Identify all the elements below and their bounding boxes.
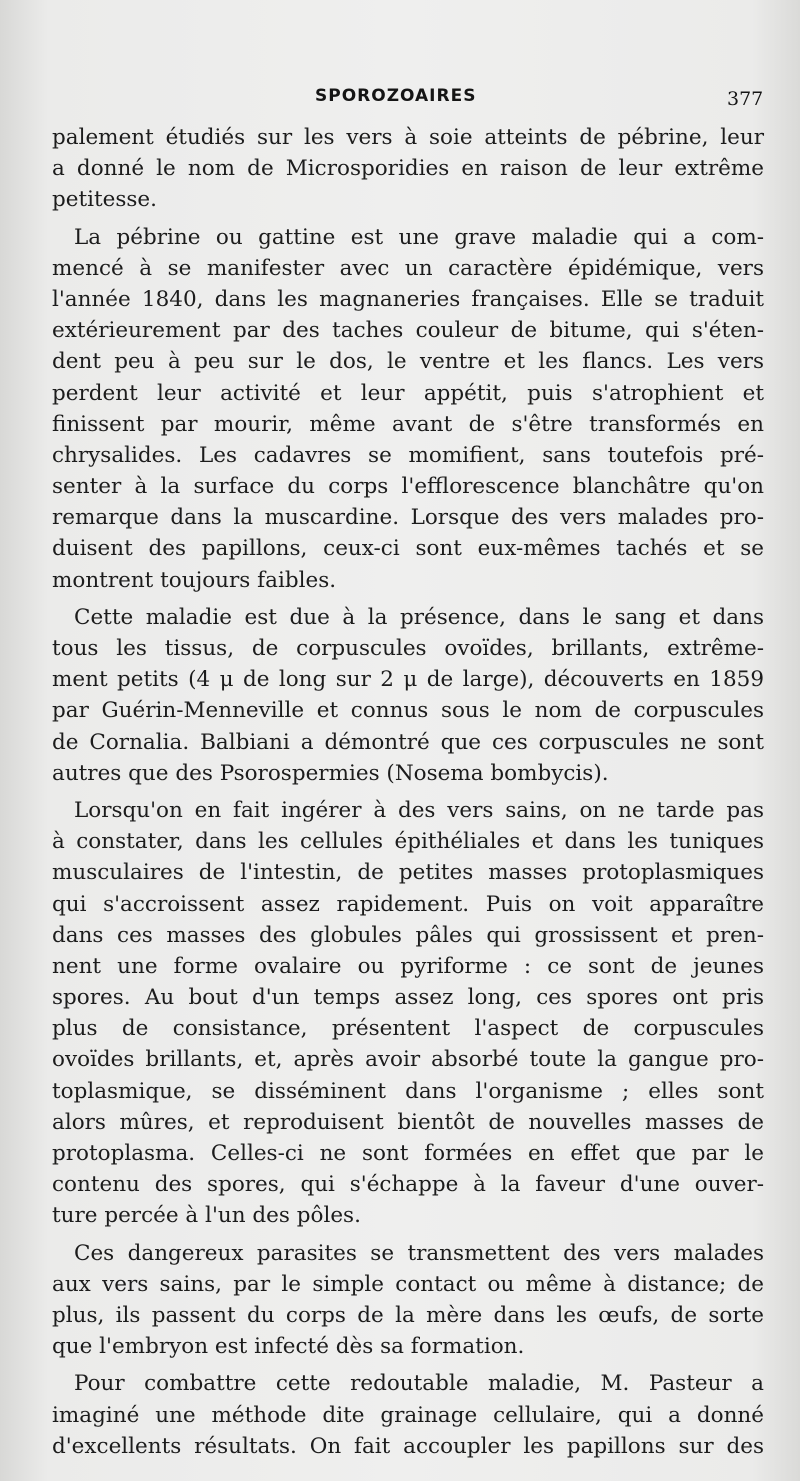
text-line: à constater, dans les cellules épithéliales et dans les tuniques bbox=[52, 829, 764, 855]
text-line: plus, ils passent du corps de la mère dans les œufs, de sorte bbox=[52, 1302, 764, 1328]
paragraph bbox=[52, 795, 764, 1232]
text-line: musculaires de l'intestin, de petites masses protoplasmiques bbox=[52, 860, 764, 886]
text-line: finissent par mourir, même avant de s'être transformés en bbox=[52, 411, 764, 437]
text-line: dent peu à peu sur le dos, le ventre et les flancs. Les vers bbox=[52, 349, 764, 375]
text-line: spores. Au bout d'un temps assez long, ces spores ont pris bbox=[52, 985, 764, 1011]
text-line: alors mûres, et reproduisent bientôt de nouvelles masses de bbox=[52, 1109, 764, 1135]
body-text bbox=[52, 122, 764, 1462]
text-line: imaginé une méthode dite grainage cellulaire, qui a donné bbox=[52, 1402, 764, 1428]
text-line: contenu des spores, qui s'échappe à la faveur d'une ouver- bbox=[52, 1172, 764, 1198]
text-line: a donné le nom de Microsporidies en raison de leur extrême bbox=[52, 156, 764, 182]
text-line: mencé à se manifester avec un caractère épidémique, vers bbox=[52, 255, 764, 281]
text-line: chrysalides. Les cadavres se momifient, sans toutefois pré- bbox=[52, 442, 764, 468]
page-header bbox=[0, 86, 800, 116]
text-line: palement étudiés sur les vers à soie atteints de pébrine, leur bbox=[52, 125, 764, 150]
text-line: Ces dangereux parasites se transmettent des vers malades bbox=[74, 1240, 764, 1266]
text-line: extérieurement par des taches couleur de bitume, qui s'éten- bbox=[52, 318, 764, 344]
text-line: protoplasma. Celles-ci ne sont formées en effet que par le bbox=[52, 1141, 764, 1166]
text-line: de Cornalia. Balbiani a démontré que ces corpuscules ne sont bbox=[52, 729, 764, 755]
text-line: nent une forme ovalaire ou pyriforme : ce sont de jeunes bbox=[52, 953, 764, 979]
text-line: l'année 1840, dans les magnaneries françaises. Elle se traduit bbox=[52, 286, 764, 312]
text-line: aux vers sains, par le simple contact ou même à distance; de bbox=[52, 1271, 764, 1297]
text-line: senter à la surface du corps l'efflorescence blanchâtre qu'on bbox=[52, 474, 764, 500]
paragraph bbox=[52, 1238, 764, 1363]
text-line: dans ces masses des globules pâles qui grossissent et pren- bbox=[52, 922, 764, 948]
text-line: plus de consistance, présentent l'aspect de corpuscules bbox=[52, 1016, 764, 1042]
text-line: duisent des papillons, ceux-ci sont eux-mêmes tachés et se bbox=[52, 536, 764, 562]
paragraph bbox=[52, 602, 764, 789]
text-line: Cette maladie est due à la présence, dans le sang et dans bbox=[74, 604, 764, 630]
text-line: qui s'accroissent assez rapidement. Puis on voit apparaître bbox=[52, 891, 764, 917]
text-line: que l'embryon est infecté dès sa formation. bbox=[52, 1334, 525, 1360]
text-line: par Guérin-Menneville et connus sous le nom de corpuscules bbox=[52, 698, 764, 724]
text-line: d'excellents résultats. On fait accoupler les papillons sur des bbox=[52, 1433, 764, 1459]
text-line: toplasmique, se disséminent dans l'organisme ; elles sont bbox=[52, 1078, 764, 1104]
text-line: ture percée à l'un des pôles. bbox=[52, 1203, 361, 1229]
text-line: Lorsqu'on en fait ingérer à des vers sains, on ne tarde pas bbox=[74, 797, 764, 823]
text-line: montrent toujours faibles. bbox=[52, 567, 337, 593]
text-line: Pour combattre cette redoutable maladie, M. Pasteur a bbox=[74, 1371, 764, 1397]
text-line: ment petits (4 μ de long sur 2 μ de large), découverts en 1859 bbox=[52, 667, 764, 693]
text-line: autres que des Psorospermies (Nosema bombycis). bbox=[52, 760, 609, 786]
paragraph bbox=[52, 222, 764, 596]
paragraph bbox=[52, 122, 764, 216]
paragraph bbox=[52, 1368, 764, 1462]
text-line: ovoïdes brillants, et, après avoir absorbé toute la gangue pro- bbox=[52, 1047, 764, 1073]
text-line: tous les tissus, de corpuscules ovoïdes, brillants, extrême- bbox=[52, 636, 764, 661]
text-line: remarque dans la muscardine. Lorsque des vers malades pro- bbox=[52, 505, 764, 531]
text-line: La pébrine ou gattine est une grave maladie qui a com- bbox=[74, 224, 764, 250]
running-title: SPOROZOAIRES bbox=[315, 86, 477, 106]
page-number: 377 bbox=[727, 88, 764, 110]
text-line: perdent leur activité et leur appétit, puis s'atrophient et bbox=[52, 380, 764, 406]
text-line: petitesse. bbox=[52, 187, 157, 213]
